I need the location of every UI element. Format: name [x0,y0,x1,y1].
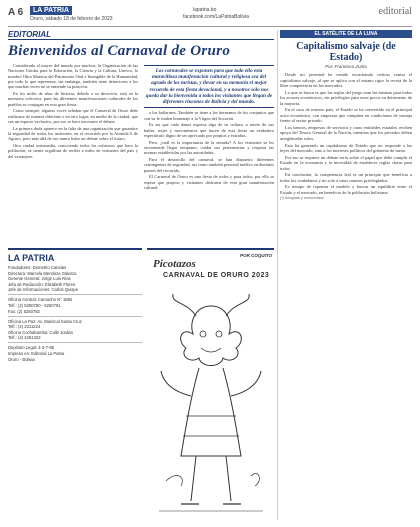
column-author: Por: Francisco Zurita [325,64,367,69]
staff-row: Gerente General: Jorge Luis Ríos [8,276,71,282]
facebook-link: facebook.com/LaPatriaBolivia [183,14,249,20]
staff-row: Jefe de Informaciones: Carlos Quispe [8,287,79,293]
opinion-column [280,30,412,522]
newspaper-logo: LA PATRIA [30,6,72,15]
paragraph: Lo que se busca es que las reglas del juego sean las mismas para todos los actores económicos, sin privilegios para unos pocos en detrimento de la mayoría. [280,89,412,106]
column-divider [277,30,278,520]
staff-row: Oficina La Paz: Av. Mariscal Santa Cruz [8,318,82,324]
column-title: Capitalismo salvaje (de Estado) [296,41,396,63]
paragraph: Los bancos, empresas de servicios y otras entidades estatales reciben apoyo del Tesoro General de la Nación, mientras que los privados deben arreglárselas solos. [280,124,412,142]
staff-row: Fundadores: Demetrio Canelas [8,265,67,270]
paragraph: Desde mi juventud he venido escuchando críticas contra el capitalismo salvaje, al que se aplica con el mismo rigor la receta de la libre competencia en los mercados. [280,72,412,89]
editorial-article [8,30,274,244]
paragraph: Por eso se requiere un debate serio sobre el papel que debe cumplir el Estado en la economía y la necesidad de establecer reglas claras para todos. [280,154,412,171]
paragraph: En conclusión, la competencia leal es un principio que beneficia a todos los ciudadanos y no solo a unos cuantos privilegiados. [280,172,412,183]
divider [8,342,142,343]
editorial-column-1 [8,63,138,192]
dateline: Oruro, sábado 18 de febrero de 2023 [30,16,113,22]
divider [8,316,142,317]
editorial-label: EDITORIAL [8,30,274,40]
section-name: editorial [378,6,412,17]
staff-row: Telf.: (2) 2311224 [8,324,41,330]
staff-row: Oficina Central: Camacho N° 1892 [8,297,73,303]
staff-row: Telf.: (2) 5250780 - 5250781 [8,302,61,308]
cartoon-byline: POR COQUITO [240,253,272,258]
paragraph: Otra ciudad intermedia, conociendo todos los esfuerzos que hace la población, se siente orgullosa de recibir a miles de visitantes del país y del extranjero. [8,143,138,159]
paragraph: Pero, ¿cuál es la importancia de la entrada? A los visitantes se les recomienda llegar temprano, cuidar sus pertenencias y respetar las normas establecidas por las autoridades. [144,139,274,156]
staff-row: Oruro - Bolivia [8,356,35,362]
paragraph: Es así que cada danza expresa algo de su cultura, a través de sus bailes, trajes y movimientos que hacen de esta fiesta un verdadero espectáculo digno de ser apreciado por propios y extraños. [144,122,274,138]
cartoon-title: CARNAVAL DE ORURO 2023 [163,272,270,279]
paragraph: Considerado el mayor del mundo por muchos, la Organización de las Naciones Unidas para la Educación, la Ciencia y la Cultura, Unesco, lo nombró Obra Maestra del Patrimonio Oral e Intangible de la Humanidad, por todo lo que representa, sin embargo, también tiene detractores a los que muchas veces no se entiende su posición. [8,63,138,90]
paragraph: En los miles de años de historia, debido a su devoción, está en la memoria colectiva, pues las diferentes manifestaciones culturales de los pueblos se conjugan en esta gran fiesta. [8,90,138,107]
staff-row: Depósito Legal: 4-3-7-95 [8,345,55,351]
editorial-title: Bienvenidos al Carnaval de Oruro [8,43,231,59]
staff-title: LA PATRIA [8,253,55,263]
cartoon-box [147,248,274,522]
page-header [8,4,412,27]
staff-row: Fax: (2) 5250782 [8,308,40,314]
editorial-column-2 [144,63,274,192]
website: lapatria.bo [193,7,217,13]
staff-row: Jefa de Redacción: Elizabeth Flores [8,281,76,287]
divider [8,294,142,295]
staff-box [8,248,142,522]
staff-row: Telf.: (4) 4251322 [8,335,41,341]
paragraph: Como siempre, algunas voces señalan que el Carnaval de Oruro debe realizarse de manera diferente o en otro lugar; en medio de la ciudad, que sea un espacio exclusivo, por eso se hace necesario el debate. [8,108,138,124]
editorial-columns [8,63,274,192]
column-body [280,72,412,195]
paragraph: Para el desarrollo del carnaval, se han dispuesto diferentes contingentes de seguridad, así como también personal médico en distintos puntos del recorrido. [144,157,274,173]
column-section-label: EL SATÉLITE DE LA LUNA [280,30,412,38]
paragraph: Esto ha generado un capitalismo de Estado que no responde a las leyes del mercado, sino a los intereses políticos del gobierno de turno. [280,142,412,154]
cartoon-drawing [151,286,270,518]
paragraph: La primera duda aparece en la falta de una organización que garantice la seguridad de todos los asistentes, en el recorrido por la Avenida 6 de Agosto, pero más allá de eso nunca hubo un debate sobre el futuro. [8,125,138,142]
column-footnote: (*) Abogado y economista [280,196,324,201]
page-number: A 6 [8,7,24,18]
staff-row: Impreso en: Editorial La Patria [8,350,65,356]
paragraph: En el caso de nuestro país, el Estado se ha convertido en el principal actor económico, con empresas que compiten en condiciones de ventaja frente al sector privado. [280,107,412,124]
staff-row: Oficina Cochabamba: Calle Jordán [8,329,73,335]
paragraph: a los bailarines. También se tiene a los hermanos de los conjuntos que con su fe rinden homenaje a la Virgen del Socavón. [144,110,274,121]
pull-quote: Los carnavales se exponen para que todo ello esta maravillosa manifestación cultural y religiosa sea del agrado de los turistas, y llevar en su memoria el mejor recuerdo de esta fiesta devocional, y a nosotros sólo nos queda dar la bienvenida a todos los visitantes que llegan de diferentes rincones de Bolivia y del mundo. [144,65,274,108]
cartoon-logo: Picotazos [153,258,196,270]
staff-row: Directora: Marcela Mendoza Galarza [8,270,77,276]
paragraph: Es tiempo de repensar el modelo y buscar un equilibrio entre el Estado y el mercado, en beneficio de la población boliviana. [280,184,412,195]
paragraph: El Carnaval de Oruro es una fiesta de todos y para todos, por ello se espera que propios y visitantes disfruten de esta gran manifestación cultural. [144,174,274,191]
